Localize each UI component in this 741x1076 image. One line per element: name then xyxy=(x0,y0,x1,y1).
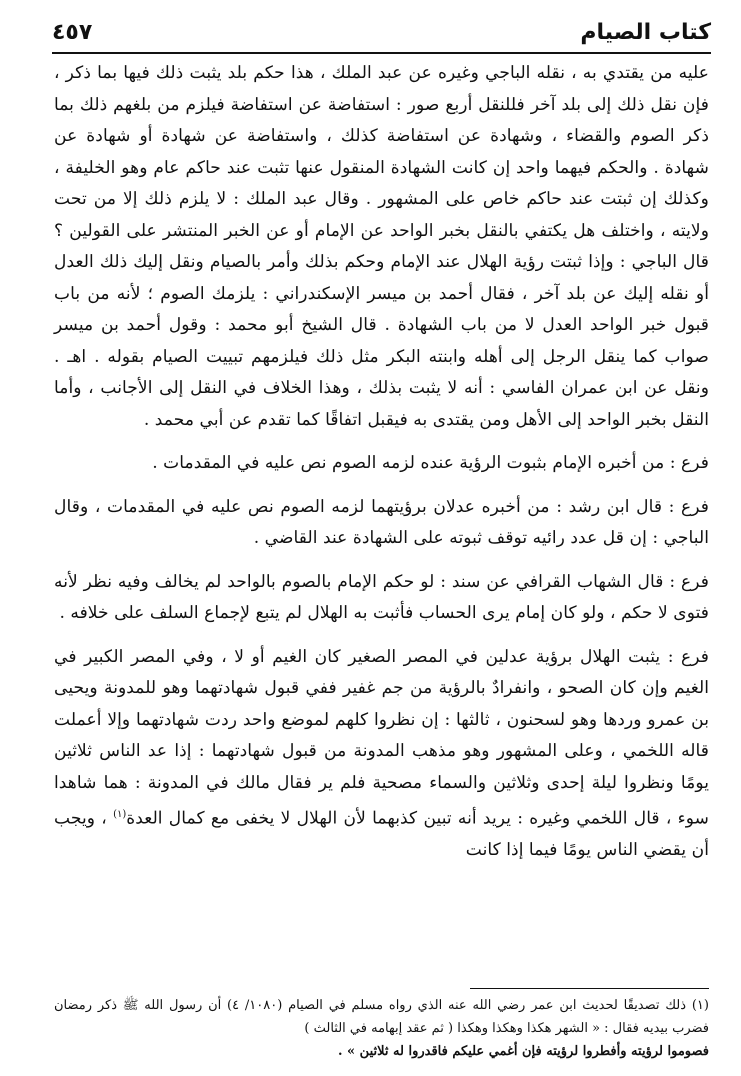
body-text xyxy=(54,58,709,867)
footnote-rule xyxy=(470,988,709,989)
footnote xyxy=(54,994,709,1063)
branch-paragraph-3: فرع : قال الشهاب القرافي عن سند : لو حكم الإمام بالصوم بالواحد لم يخالف وفيه نظر لأنه فتوى لا حكم ، ولو كان إمام يرى الحساب فأثبت به الهلال لم يتبع لإجماع السلف على خلافه . xyxy=(54,571,709,623)
footnote-line-2: فصوموا لرؤيته وأفطروا لرؤيته فإن أغمي عليكم فاقدروا له ثلاثين » . xyxy=(337,1044,709,1059)
footnote-marker[interactable]: (١) xyxy=(113,809,127,820)
branch-4-text: فرع : يثبت الهلال برؤية عدلين في المصر الصغير كان الغيم أو لا ، وفي المصر الكبير في الغيم وإن كان الصحو ، وانفرادٌ بالرؤية من جم غفير ففي قبول شهادتهما وهو للمدونة ويحيى بن عمرو وردها وهو لسحنون ، ثالثها : إن نظروا كلهم لموضع واحد ردت شهادتهما وإلا أعملت قاله اللخمي ، وعلى المشهور وهو مذهب المدونة من قبول شهادتهما : إذا عد الناس ثلاثين يومًا ونظروا ليلة إحدى وثلاثين والسماء مصحية فلم ير فقال مالك في المدونة : هما شاهدا سوء ، قال اللخمي وغيره : يريد أنه تبين كذبهما لأن الهلال لا يخفى مع كمال العدة xyxy=(54,646,710,829)
running-title: كتاب الصيام xyxy=(580,19,711,45)
branch-paragraph-1: فرع : من أخبره الإمام بثبوت الرؤية عنده لزمه الصوم نص عليه في المقدمات . xyxy=(152,453,709,473)
page-header xyxy=(52,14,711,50)
branch-paragraph-2: فرع : قال ابن رشد : من أخبره عدلان برؤيتهما لزمه الصوم نص عليه في المقدمات ، وقال الباجي : إن قل عدد رائيه توقف ثبوته على الشهادة عند القاضي . xyxy=(54,496,709,548)
branch-4-end: ، ويجب أن يقضي الناس يومًا فيما إذا كانت xyxy=(54,808,709,861)
paragraph-1: عليه من يقتدي به ، نقله الباجي وغيره عن عبد الملك ، هذا حكم بلد يثبت ذلك فيها بما ذكر ، فإن نقل ذلك إلى بلد آخر فللنقل أربع صور : استفاضة عن استفاضة فيلزم من بلغهم ذلك بما ذكر الصوم والقضاء ، وشهادة عن استفاضة كذلك ، واستفاضة عن شهادة أو شهادة عن شهادة . والحكم فيهما واحد إن كانت الشهادة المنقول عنها تثبت عند حاكم عام وهو الخليفة ، وكذلك إن ثبتت عند حاكم خاص على المشهور . وقال عبد الملك : لا يلزم ذلك إلا من تحت ولايته ، واختلف هل يكتفي بالنقل بخبر الواحد عن الإمام أو عن الخبر المنتشر على القولين ؟ قال الباجي : وإذا ثبتت رؤية الهلال عند الإمام وحكم بذلك وأمر بالصيام ونقل إليك ذلك العدل أو نقله إليك عن بلد آخر ، فقال أحمد بن ميسر الإسكندراني : يلزمك الصوم ؛ لأنه من باب قبول خبر الواحد العدل لا من باب الشهادة . قال الشيخ أبو محمد : وقول أحمد بن ميسر صواب كما ينقل الرجل إلى أهله وابنته البكر مثل ذلك فيلزمهم تبييت الصيام بقوله . اهـ . ونقل عن ابن عمران الفاسي : أنه لا يثبت بذلك ، وهذا الخلاف في النقل إلى الأجانب ، وأما النقل بخبر الواحد إلى الأهل ومن يقتدى به فيقبل اتفاقًا كما تقدم عن أبي محمد . xyxy=(54,63,709,430)
branch-paragraph-4 xyxy=(54,642,709,867)
page-number: ٤٥٧ xyxy=(52,19,93,45)
footnote-line-1: (١) ذلك تصديقًا لحديث ابن عمر رضي الله عنه الذي رواه مسلم في الصيام (١٠٨٠/ ٤) أن رسول الله ﷺ ذكر رمضان فضرب بيديه فقال : « الشهر هكذا وهكذا وهكذا ( ثم عقد إبهامه في الثالث ) xyxy=(54,998,709,1036)
header-rule xyxy=(52,52,711,54)
